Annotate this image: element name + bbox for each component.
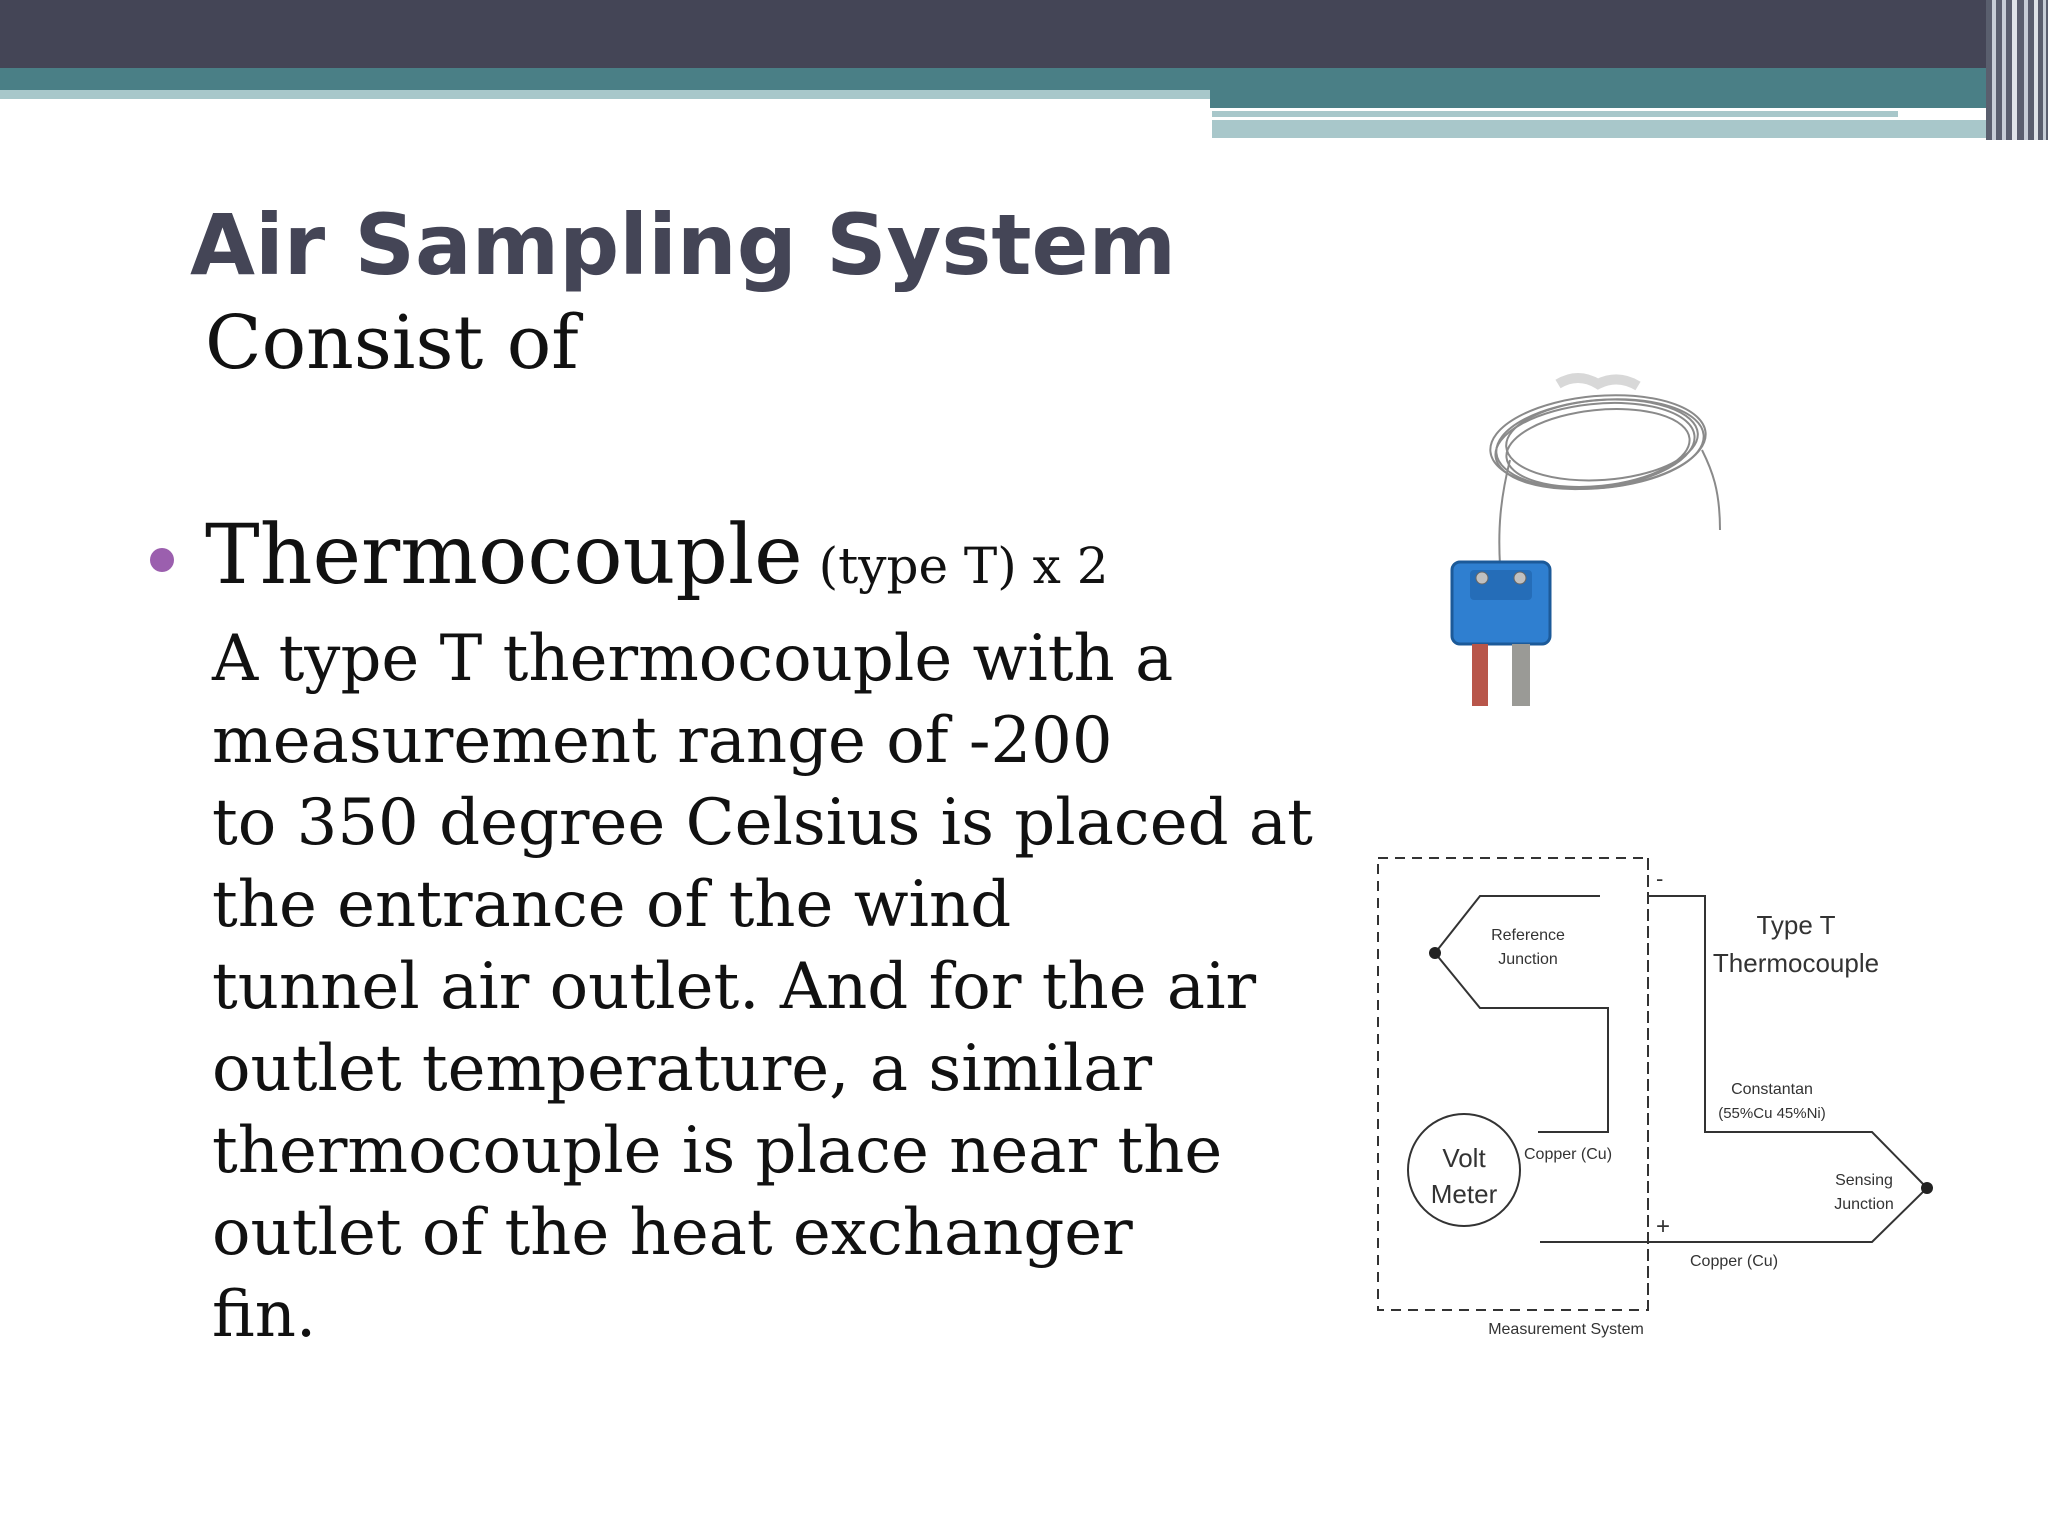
reference-label: Reference [1491, 927, 1565, 944]
meter-label: Meter [1430, 1179, 1498, 1209]
type-label: Type T [1756, 910, 1836, 940]
paragraph-line: A type T thermocouple with a [212, 622, 1174, 696]
paragraph-line: the entrance of the wind [212, 868, 1012, 942]
bullet-suffix-text: (type T) x 2 [802, 537, 1109, 595]
slide-subtitle: Consist of [205, 300, 579, 386]
paragraph-line: to 350 degree Celsius is placed at [212, 786, 1313, 860]
bullet-main-text: Thermocouple [205, 508, 803, 603]
paragraph-line: measurement range of -200 [212, 704, 1113, 778]
slide-title: Air Sampling System [190, 196, 1176, 294]
constantan-label: Constantan [1731, 1081, 1813, 1098]
header-band-right-thin [1212, 111, 1898, 117]
volt-label: Volt [1442, 1143, 1486, 1173]
minus-sign: - [1656, 866, 1664, 891]
header-stripes [1986, 0, 2048, 140]
plus-sign: + [1656, 1213, 1671, 1240]
paragraph-line: thermocouple is place near the [212, 1114, 1223, 1188]
thermocouple-probe-image [1390, 360, 1750, 720]
thermocouple-circuit-diagram [1360, 850, 1950, 1350]
sensing-label: Sensing [1835, 1172, 1893, 1189]
copper-lower-label: Copper (Cu) [1689, 1253, 1779, 1270]
junction-label: Junction [1498, 951, 1558, 968]
header-band-dark [0, 0, 2048, 68]
sensing-junction-label: Junction [1834, 1196, 1894, 1213]
header-band-light [0, 90, 1210, 99]
header-band-right-light [1212, 120, 2048, 138]
constantan-composition-label: (55%Cu 45%Ni) [1718, 1105, 1826, 1122]
measurement-system-label: Measurement System [1488, 1321, 1644, 1338]
header-band-teal [0, 68, 2048, 90]
thermocouple-label: Thermocouple [1712, 948, 1880, 978]
paragraph-line: tunnel air outlet. And for the air [212, 950, 1257, 1024]
header-band-right-teal [1210, 90, 2048, 108]
paragraph-line: outlet temperature, a similar [212, 1032, 1153, 1106]
paragraph-line: outlet of the heat exchanger [212, 1196, 1133, 1270]
paragraph-line: fin. [212, 1278, 317, 1352]
bullet-icon [150, 548, 174, 572]
description-paragraph [212, 618, 1313, 1356]
copper-upper-label: Copper (Cu) [1523, 1146, 1613, 1163]
bullet-item [205, 508, 1109, 603]
